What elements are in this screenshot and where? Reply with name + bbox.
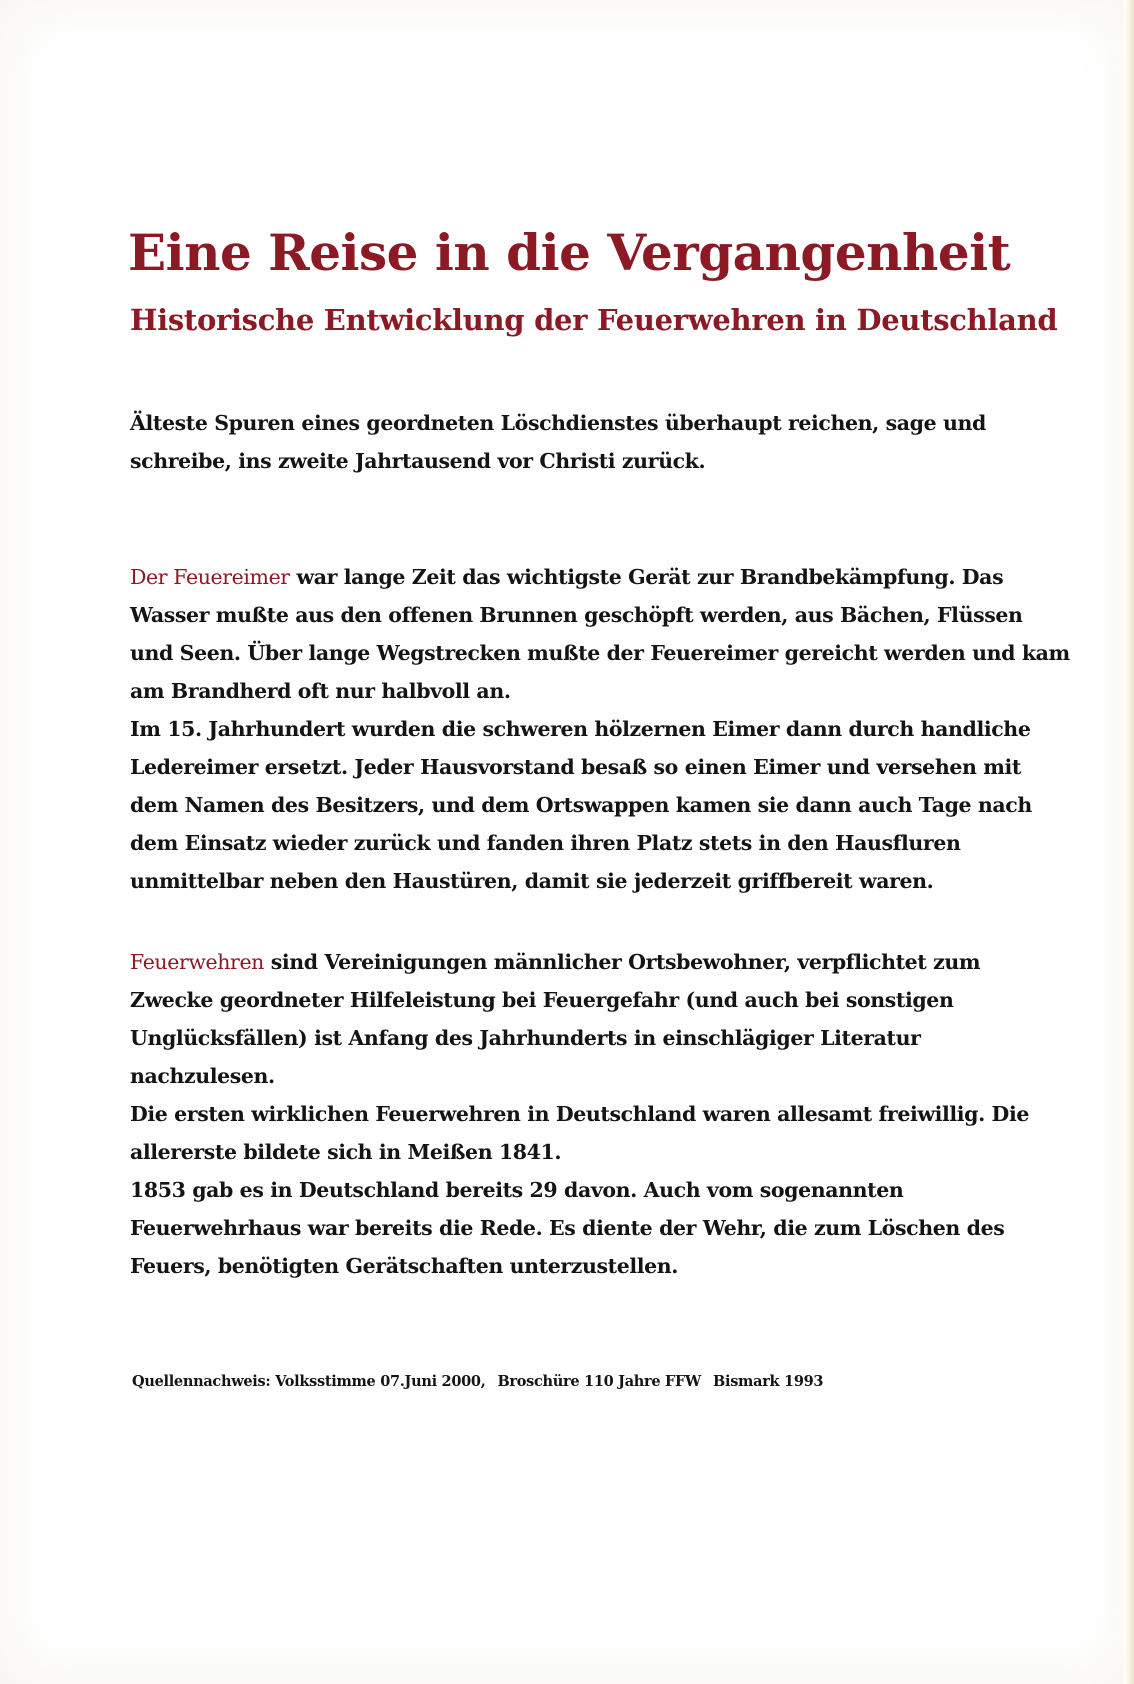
intro-line: schreibe, ins zweite Jahrtausend vor Christi zurück. <box>130 449 706 473</box>
feuereimer-line: dem Einsatz wieder zurück und fanden ihren Platz stets in den Hausfluren <box>130 831 961 855</box>
feuereimer-line: Ledereimer ersetzt. Jeder Hausvorstand besaß so einen Eimer und versehen mit <box>130 755 1021 779</box>
feuerwehren-line: allererste bildete sich in Meißen 1841. <box>130 1140 562 1164</box>
feuerwehren-highlight: Feuerwehren <box>130 950 264 974</box>
feuerwehren-line: Feuerwehrhaus war bereits die Rede. Es diente der Wehr, die zum Löschen des <box>130 1216 1005 1240</box>
feuereimer-line: dem Namen des Besitzers, und dem Ortswappen kamen sie dann auch Tage nach <box>130 793 1032 817</box>
page-title: Eine Reise in die Vergangenheit <box>128 223 1011 282</box>
feuerwehren-line: Die ersten wirklichen Feuerwehren in Deutschland waren allesamt freiwillig. Die <box>130 1102 1029 1126</box>
feuereimer-line: Wasser mußte aus den offenen Brunnen geschöpft werden, aus Bächen, Flüssen <box>130 603 1023 627</box>
feuerwehren-line-text: sind Vereinigungen männlicher Ortsbewohner, verpflichtet zum <box>264 950 981 974</box>
source-ref-bismark: Bismark 1993 <box>713 1373 824 1390</box>
feuerwehren-line: Zwecke geordneter Hilfeleistung bei Feuergefahr (und auch bei sonstigen <box>130 988 954 1012</box>
feuerwehren-line: 1853 gab es in Deutschland bereits 29 davon. Auch vom sogenannten <box>130 1178 904 1202</box>
source-label: Quellennachweis: <box>132 1373 271 1390</box>
feuereimer-line <box>130 558 1010 596</box>
source-reference <box>132 1370 1012 1394</box>
intro-line: Älteste Spuren eines geordneten Löschdienstes überhaupt reichen, sage und <box>130 411 986 435</box>
feuerwehren-line: nachzulesen. <box>130 1064 275 1088</box>
page-subtitle: Historische Entwicklung der Feuerwehren in Deutschland <box>130 303 1058 337</box>
feuerwehren-line: Unglücksfällen) ist Anfang des Jahrhunderts in einschlägiger Literatur <box>130 1026 921 1050</box>
feuereimer-line-text: war lange Zeit das wichtigste Gerät zur Brandbekämpfung. Das <box>289 565 1004 589</box>
source-ref-broschuere: Broschüre 110 Jahre FFW <box>497 1373 702 1390</box>
source-ref-volksstimme: Volksstimme 07.Juni 2000, <box>275 1373 486 1390</box>
feuereimer-paragraph <box>130 558 1070 900</box>
feuerwehren-line <box>130 943 1010 981</box>
feuereimer-line: am Brandherd oft nur halbvoll an. <box>130 679 511 703</box>
intro-paragraph <box>130 404 1010 480</box>
paper-edge <box>1124 0 1134 1684</box>
feuereimer-line: und Seen. Über lange Wegstrecken mußte der Feuereimer gereicht werden und kam <box>130 641 1070 665</box>
feuereimer-line: Im 15. Jahrhundert wurden die schweren hölzernen Eimer dann durch handliche <box>130 717 1031 741</box>
feuerwehren-line: Feuers, benötigten Gerätschaften unterzustellen. <box>130 1254 679 1278</box>
feuereimer-highlight: Der Feuereimer <box>130 565 290 589</box>
feuereimer-line: unmittelbar neben den Haustüren, damit sie jederzeit griffbereit waren. <box>130 869 934 893</box>
feuerwehren-paragraph <box>130 943 1029 1285</box>
